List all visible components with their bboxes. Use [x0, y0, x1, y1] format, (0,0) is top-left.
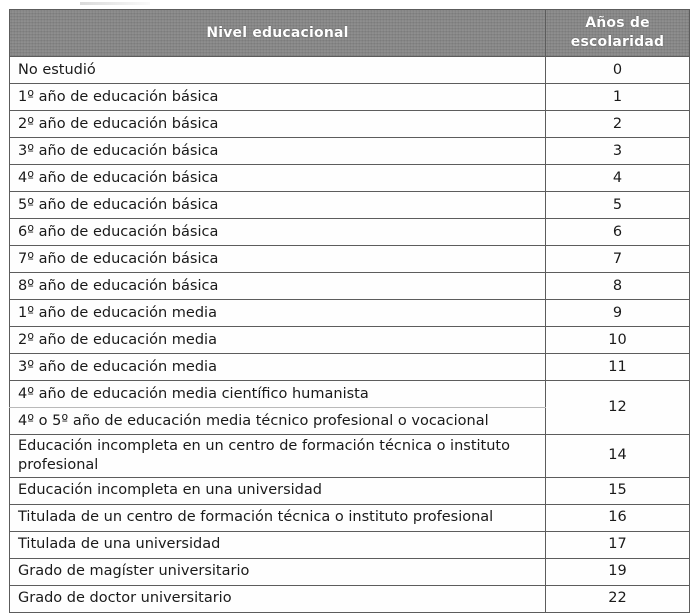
cell-anos-escolaridad: 7 [546, 246, 690, 273]
column-header-nivel-educacional-label: Nivel educacional [206, 24, 349, 41]
cell-anos-escolaridad: 11 [546, 354, 690, 381]
cell-nivel-educacional: Titulada de una universidad [10, 531, 546, 558]
cell-nivel-educacional: 3º año de educación básica [10, 138, 546, 165]
table-header-row [10, 10, 690, 57]
table-row [10, 192, 690, 219]
table-row [10, 585, 690, 612]
table-row [10, 57, 690, 84]
column-header-anos-line1: Años de [585, 15, 650, 32]
cell-nivel-educacional: 1º año de educación media [10, 300, 546, 327]
cell-nivel-educacional: 5º año de educación básica [10, 192, 546, 219]
cell-nivel-educacional: Educación incompleta en un centro de formación técnica o instituto profesional [10, 435, 546, 478]
cell-anos-escolaridad: 10 [546, 327, 690, 354]
column-header-nivel-educacional [10, 10, 546, 57]
cell-anos-escolaridad: 8 [546, 273, 690, 300]
cell-nivel-educacional: Grado de magíster universitario [10, 558, 546, 585]
table-row [10, 381, 690, 408]
cell-nivel-educacional: Titulada de un centro de formación técnica o instituto profesional [10, 504, 546, 531]
cell-nivel-educacional: Educación incompleta en una universidad [10, 477, 546, 504]
table-body [10, 57, 690, 613]
table-row [10, 477, 690, 504]
cell-nivel-educacional: 3º año de educación media [10, 354, 546, 381]
cell-nivel-educacional: 2º año de educación básica [10, 111, 546, 138]
table-row [10, 327, 690, 354]
education-level-table-container [9, 9, 689, 613]
cell-nivel-educacional: 4º o 5º año de educación media técnico profesional o vocacional [10, 408, 546, 435]
cell-anos-escolaridad: 14 [546, 435, 690, 478]
table-row [10, 531, 690, 558]
scan-artifact [80, 2, 150, 5]
table-row [10, 219, 690, 246]
cell-nivel-educacional: 4º año de educación media científico humanista [10, 381, 546, 408]
cell-anos-escolaridad: 15 [546, 477, 690, 504]
cell-anos-escolaridad-merged: 12 [546, 381, 690, 435]
column-header-anos-line2: escolaridad [570, 34, 665, 50]
table-row [10, 354, 690, 381]
table-row [10, 504, 690, 531]
cell-nivel-educacional: Grado de doctor universitario [10, 585, 546, 612]
cell-anos-escolaridad: 17 [546, 531, 690, 558]
cell-anos-escolaridad: 1 [546, 84, 690, 111]
cell-anos-escolaridad: 19 [546, 558, 690, 585]
cell-nivel-educacional: 6º año de educación básica [10, 219, 546, 246]
table-row [10, 435, 690, 478]
table-row [10, 138, 690, 165]
table-row [10, 246, 690, 273]
cell-anos-escolaridad: 22 [546, 585, 690, 612]
table-row [10, 165, 690, 192]
education-level-table [9, 9, 690, 613]
column-header-anos-de-escolaridad [546, 10, 690, 57]
cell-nivel-educacional: No estudió [10, 57, 546, 84]
cell-nivel-educacional: 1º año de educación básica [10, 84, 546, 111]
cell-anos-escolaridad: 6 [546, 219, 690, 246]
table-row [10, 300, 690, 327]
cell-anos-escolaridad: 3 [546, 138, 690, 165]
cell-nivel-educacional: 8º año de educación básica [10, 273, 546, 300]
cell-anos-escolaridad: 16 [546, 504, 690, 531]
cell-anos-escolaridad: 9 [546, 300, 690, 327]
cell-anos-escolaridad: 2 [546, 111, 690, 138]
cell-nivel-educacional: 4º año de educación básica [10, 165, 546, 192]
table-row [10, 111, 690, 138]
cell-anos-escolaridad: 5 [546, 192, 690, 219]
cell-anos-escolaridad: 0 [546, 57, 690, 84]
table-row [10, 84, 690, 111]
table-header [10, 10, 690, 57]
cell-anos-escolaridad: 4 [546, 165, 690, 192]
cell-nivel-educacional: 7º año de educación básica [10, 246, 546, 273]
table-row [10, 273, 690, 300]
table-row [10, 558, 690, 585]
cell-nivel-educacional: 2º año de educación media [10, 327, 546, 354]
